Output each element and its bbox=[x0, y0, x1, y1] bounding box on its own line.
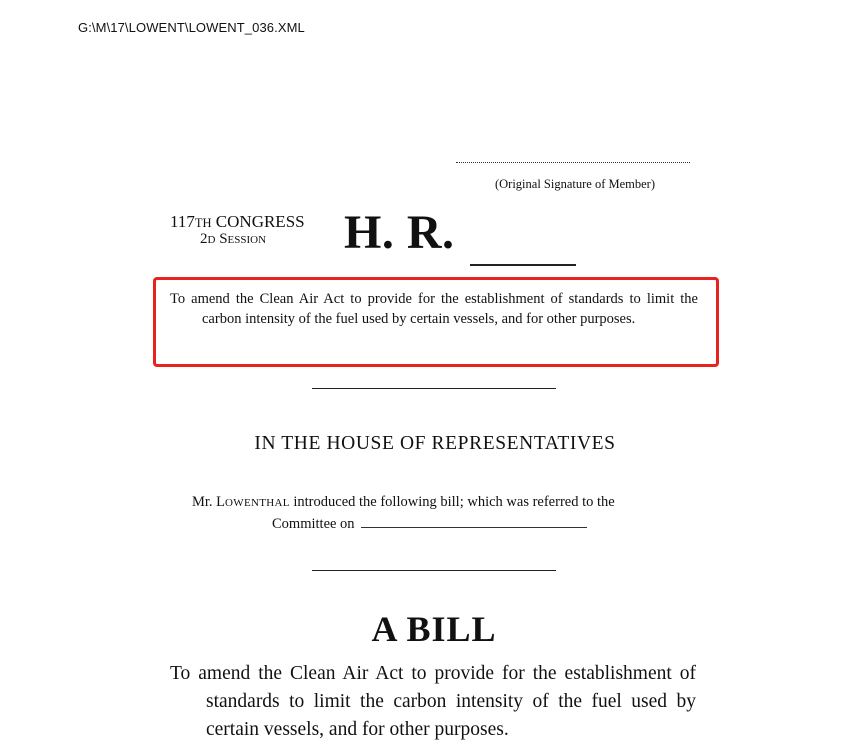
divider-rule bbox=[312, 570, 556, 571]
highlight-box bbox=[153, 277, 719, 367]
session-word-rest: ESSION bbox=[227, 234, 267, 246]
sponsor-initial: L bbox=[216, 494, 226, 510]
committee-line bbox=[192, 513, 678, 534]
introduction-text bbox=[192, 492, 678, 534]
session-number-suffix: D bbox=[207, 234, 216, 246]
bill-designation: H. R. bbox=[344, 206, 455, 259]
committee-blank bbox=[361, 513, 587, 528]
bill-number-blank bbox=[470, 264, 576, 266]
signature-line bbox=[456, 162, 690, 163]
congress-label bbox=[170, 213, 305, 232]
congress-word: CONGRESS bbox=[215, 212, 305, 231]
chamber-heading: IN THE HOUSE OF REPRESENTATIVES bbox=[254, 433, 616, 454]
intro-prefix: Mr. bbox=[192, 494, 217, 510]
bill-heading: A BILL bbox=[371, 609, 497, 649]
divider-rule bbox=[312, 388, 556, 389]
session-word-initial: S bbox=[219, 231, 228, 247]
purpose-long-text: To amend the Clean Air Act to provide for the establishment of standards to limit the carbon intensity of the fuel used by certain vessels, and for other purposes. bbox=[170, 663, 696, 740]
sponsor-rest: OWENTHAL bbox=[225, 497, 290, 509]
session-label bbox=[200, 231, 266, 248]
signature-caption: (Original Signature of Member) bbox=[494, 177, 656, 191]
intro-text: introduced the following bill; which was referred to the bbox=[289, 494, 615, 510]
session-number: 2 bbox=[200, 231, 208, 247]
file-path: G:\M\17\LOWENT\LOWENT_036.XML bbox=[78, 20, 305, 35]
purpose-short-text: To amend the Clean Air Act to provide for the establishment of standards to limit the carbon intensity of the fuel used by certain vessels, and for other purposes. bbox=[170, 291, 698, 327]
congress-number: 117 bbox=[170, 212, 195, 231]
committee-label: Committee on bbox=[272, 516, 355, 532]
congress-number-suffix: TH bbox=[194, 216, 212, 230]
